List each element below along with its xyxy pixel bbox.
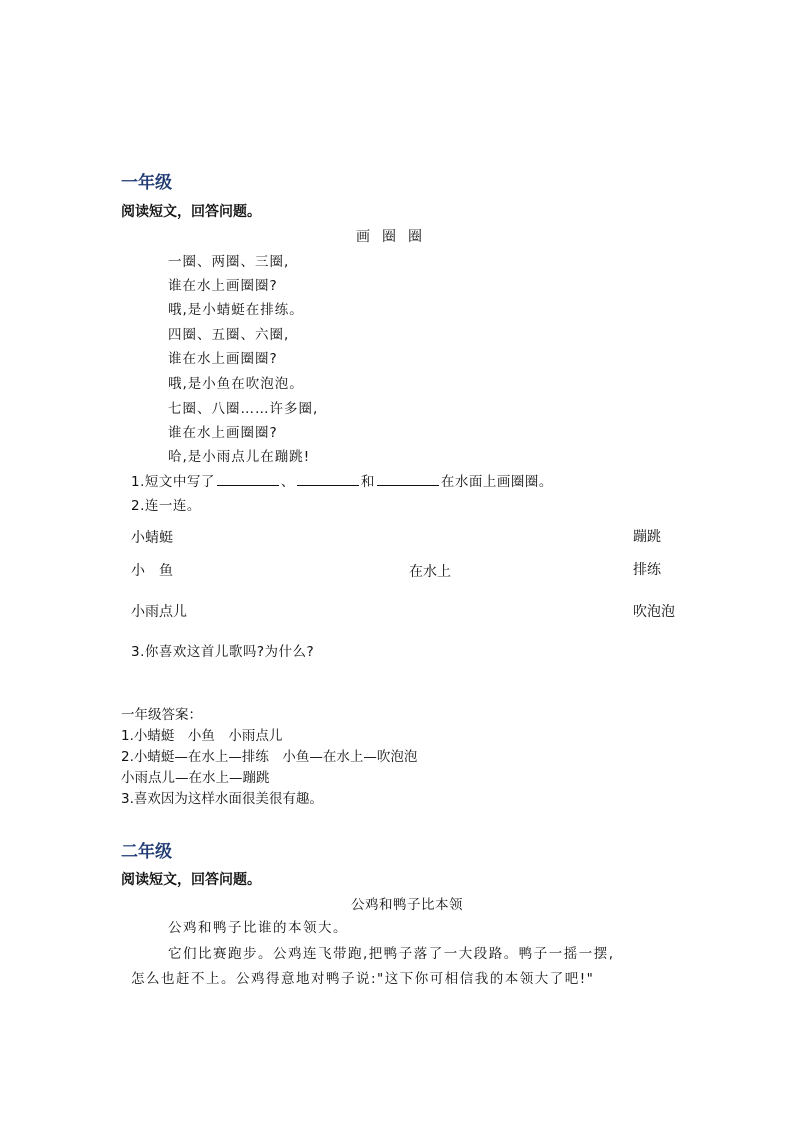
match-right-item[interactable]: 吹泡泡: [633, 604, 675, 620]
match-middle-item[interactable]: 在水上: [409, 564, 451, 580]
answer-line: 1.小蜻蜓 小鱼 小雨点儿: [121, 728, 283, 744]
grade2-heading: 二年级: [121, 842, 172, 862]
question-1-sep: 、: [280, 474, 295, 490]
question-2: 2.连一连。: [131, 498, 201, 514]
answer-line: 2.小蜻蜓—在水上—排练 小鱼—在水上—吹泡泡: [121, 749, 418, 765]
story-line: 公鸡和鸭子比谁的本领大。: [168, 920, 348, 936]
poem-line: 一圈、两圈、三圈,: [168, 254, 290, 270]
story-line: 怎么也赶不上。公鸡得意地对鸭子说:"这下你可相信我的本领大了吧!": [131, 971, 595, 987]
poem-line: 谁在水上画圈圈?: [168, 425, 278, 441]
answer-line: 小雨点儿—在水上—蹦跳: [121, 770, 270, 786]
match-right-item[interactable]: 蹦跳: [633, 529, 661, 545]
question-1-prefix: 1.短文中写了: [131, 474, 215, 490]
question-3: 3.你喜欢这首儿歌吗?为什么?: [131, 644, 315, 660]
poem-line: 四圈、五圈、六圈,: [168, 327, 290, 343]
answer-blank[interactable]: [377, 473, 439, 486]
grade1-heading: 一年级: [121, 173, 172, 193]
grade1-instruction: 阅读短文，回答问题。: [121, 204, 261, 220]
question-1-suffix: 在水面上画圈圈。: [440, 474, 553, 490]
match-left-item[interactable]: 小蜻蜓: [131, 530, 173, 546]
match-left-item[interactable]: 小雨点儿: [131, 604, 187, 620]
poem-line: 七圈、八圈……许多圈,: [168, 401, 319, 417]
poem-line: 哦,是小鱼在吹泡泡。: [168, 376, 304, 392]
grade2-instruction: 阅读短文，回答问题。: [121, 872, 261, 888]
match-left-item[interactable]: 小 鱼: [131, 563, 173, 579]
story-line: 它们比赛跑步。公鸡连飞带跑,把鸭子落了一大段路。鸭子一摇一摆,: [168, 946, 615, 962]
match-right-item[interactable]: 排练: [633, 562, 661, 578]
poem-title: 画圈圈: [356, 229, 434, 245]
question-1: [131, 470, 553, 490]
poem-line: 谁在水上画圈圈?: [168, 351, 278, 367]
poem-line: 哦,是小蜻蜓在排练。: [168, 302, 304, 318]
answers-heading: 一年级答案：: [121, 707, 202, 723]
story-title: 公鸡和鸭子比本领: [351, 897, 463, 913]
answer-blank[interactable]: [297, 473, 359, 486]
answer-line: 3.喜欢因为这样水面很美很有趣。: [121, 791, 323, 807]
question-1-sep: 和: [360, 474, 375, 490]
poem-line: 哈,是小雨点儿在蹦跳!: [168, 449, 311, 465]
poem-line: 谁在水上画圈圈?: [168, 278, 278, 294]
answer-blank[interactable]: [217, 473, 279, 486]
